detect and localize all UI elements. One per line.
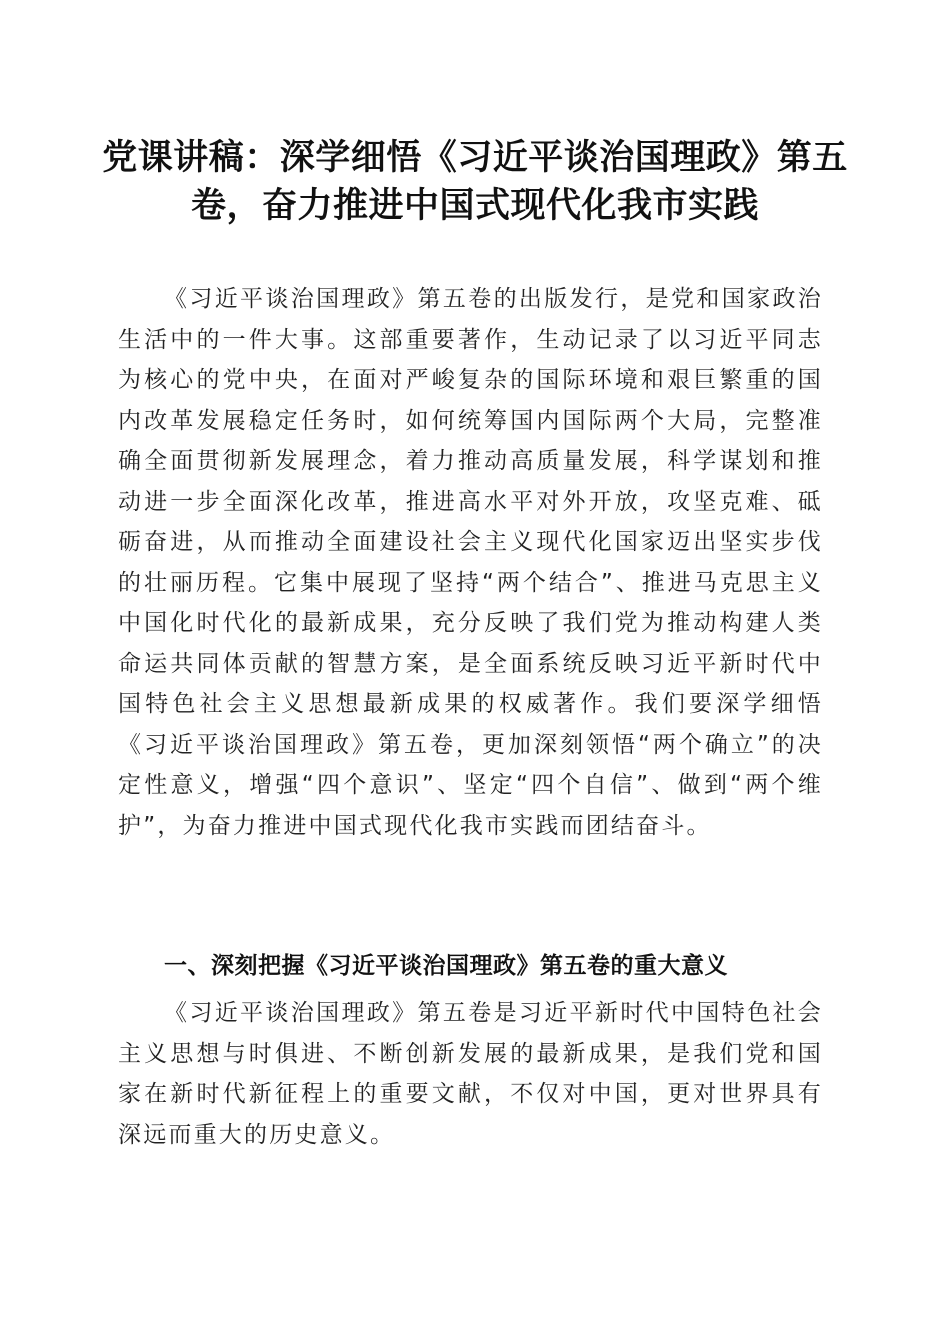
section-paragraph: 《习近平谈治国理政》第五卷是习近平新时代中国特色社会主义思想与时俱进、不断创新发展的最新成果，是我们党和国家在新时代新征程上的重要文献，不仅对中国，更对世界具有深远而重大的历史意义。 xyxy=(118,1000,823,1148)
section-heading: 一、深刻把握《习近平谈治国理政》第五卷的重大意义 xyxy=(164,953,728,979)
intro-paragraph: 《习近平谈治国理政》第五卷的出版发行，是党和国家政治生活中的一件大事。这部重要著作，生动记录了以习近平同志为核心的党中央，在面对严峻复杂的国际环境和艰巨繁重的国内改革发展稳定任务时，如何统筹国内国际两个大局，完整准确全面贯彻新发展理念，着力推动高质量发展，科学谋划和推动进一步全面深化改革，推进高水平对外开放，攻坚克难、砥砺奋进，从而推动全面建设社会主义现代化国家迈出坚实步伐的壮丽历程。它集中展现了坚持“两个结合”、推进马克思主义中国化时代化的最新成果，充分反映了我们党为推动构建人类命运共同体贡献的智慧方案，是全面系统反映习近平新时代中国特色社会主义思想最新成果的权威著作。我们要深学细悟《习近平谈治国理政》第五卷，更加深刻领悟“两个确立”的决定性意义，增强“四个意识”、坚定“四个自信”、做到“两个维护”，为奋力推进中国式现代化我市实践而团结奋斗。 xyxy=(118,286,823,839)
document-title: 党课讲稿：深学细悟《习近平谈治国理政》第五卷，奋力推进中国式现代化我市实践 xyxy=(102,137,848,226)
